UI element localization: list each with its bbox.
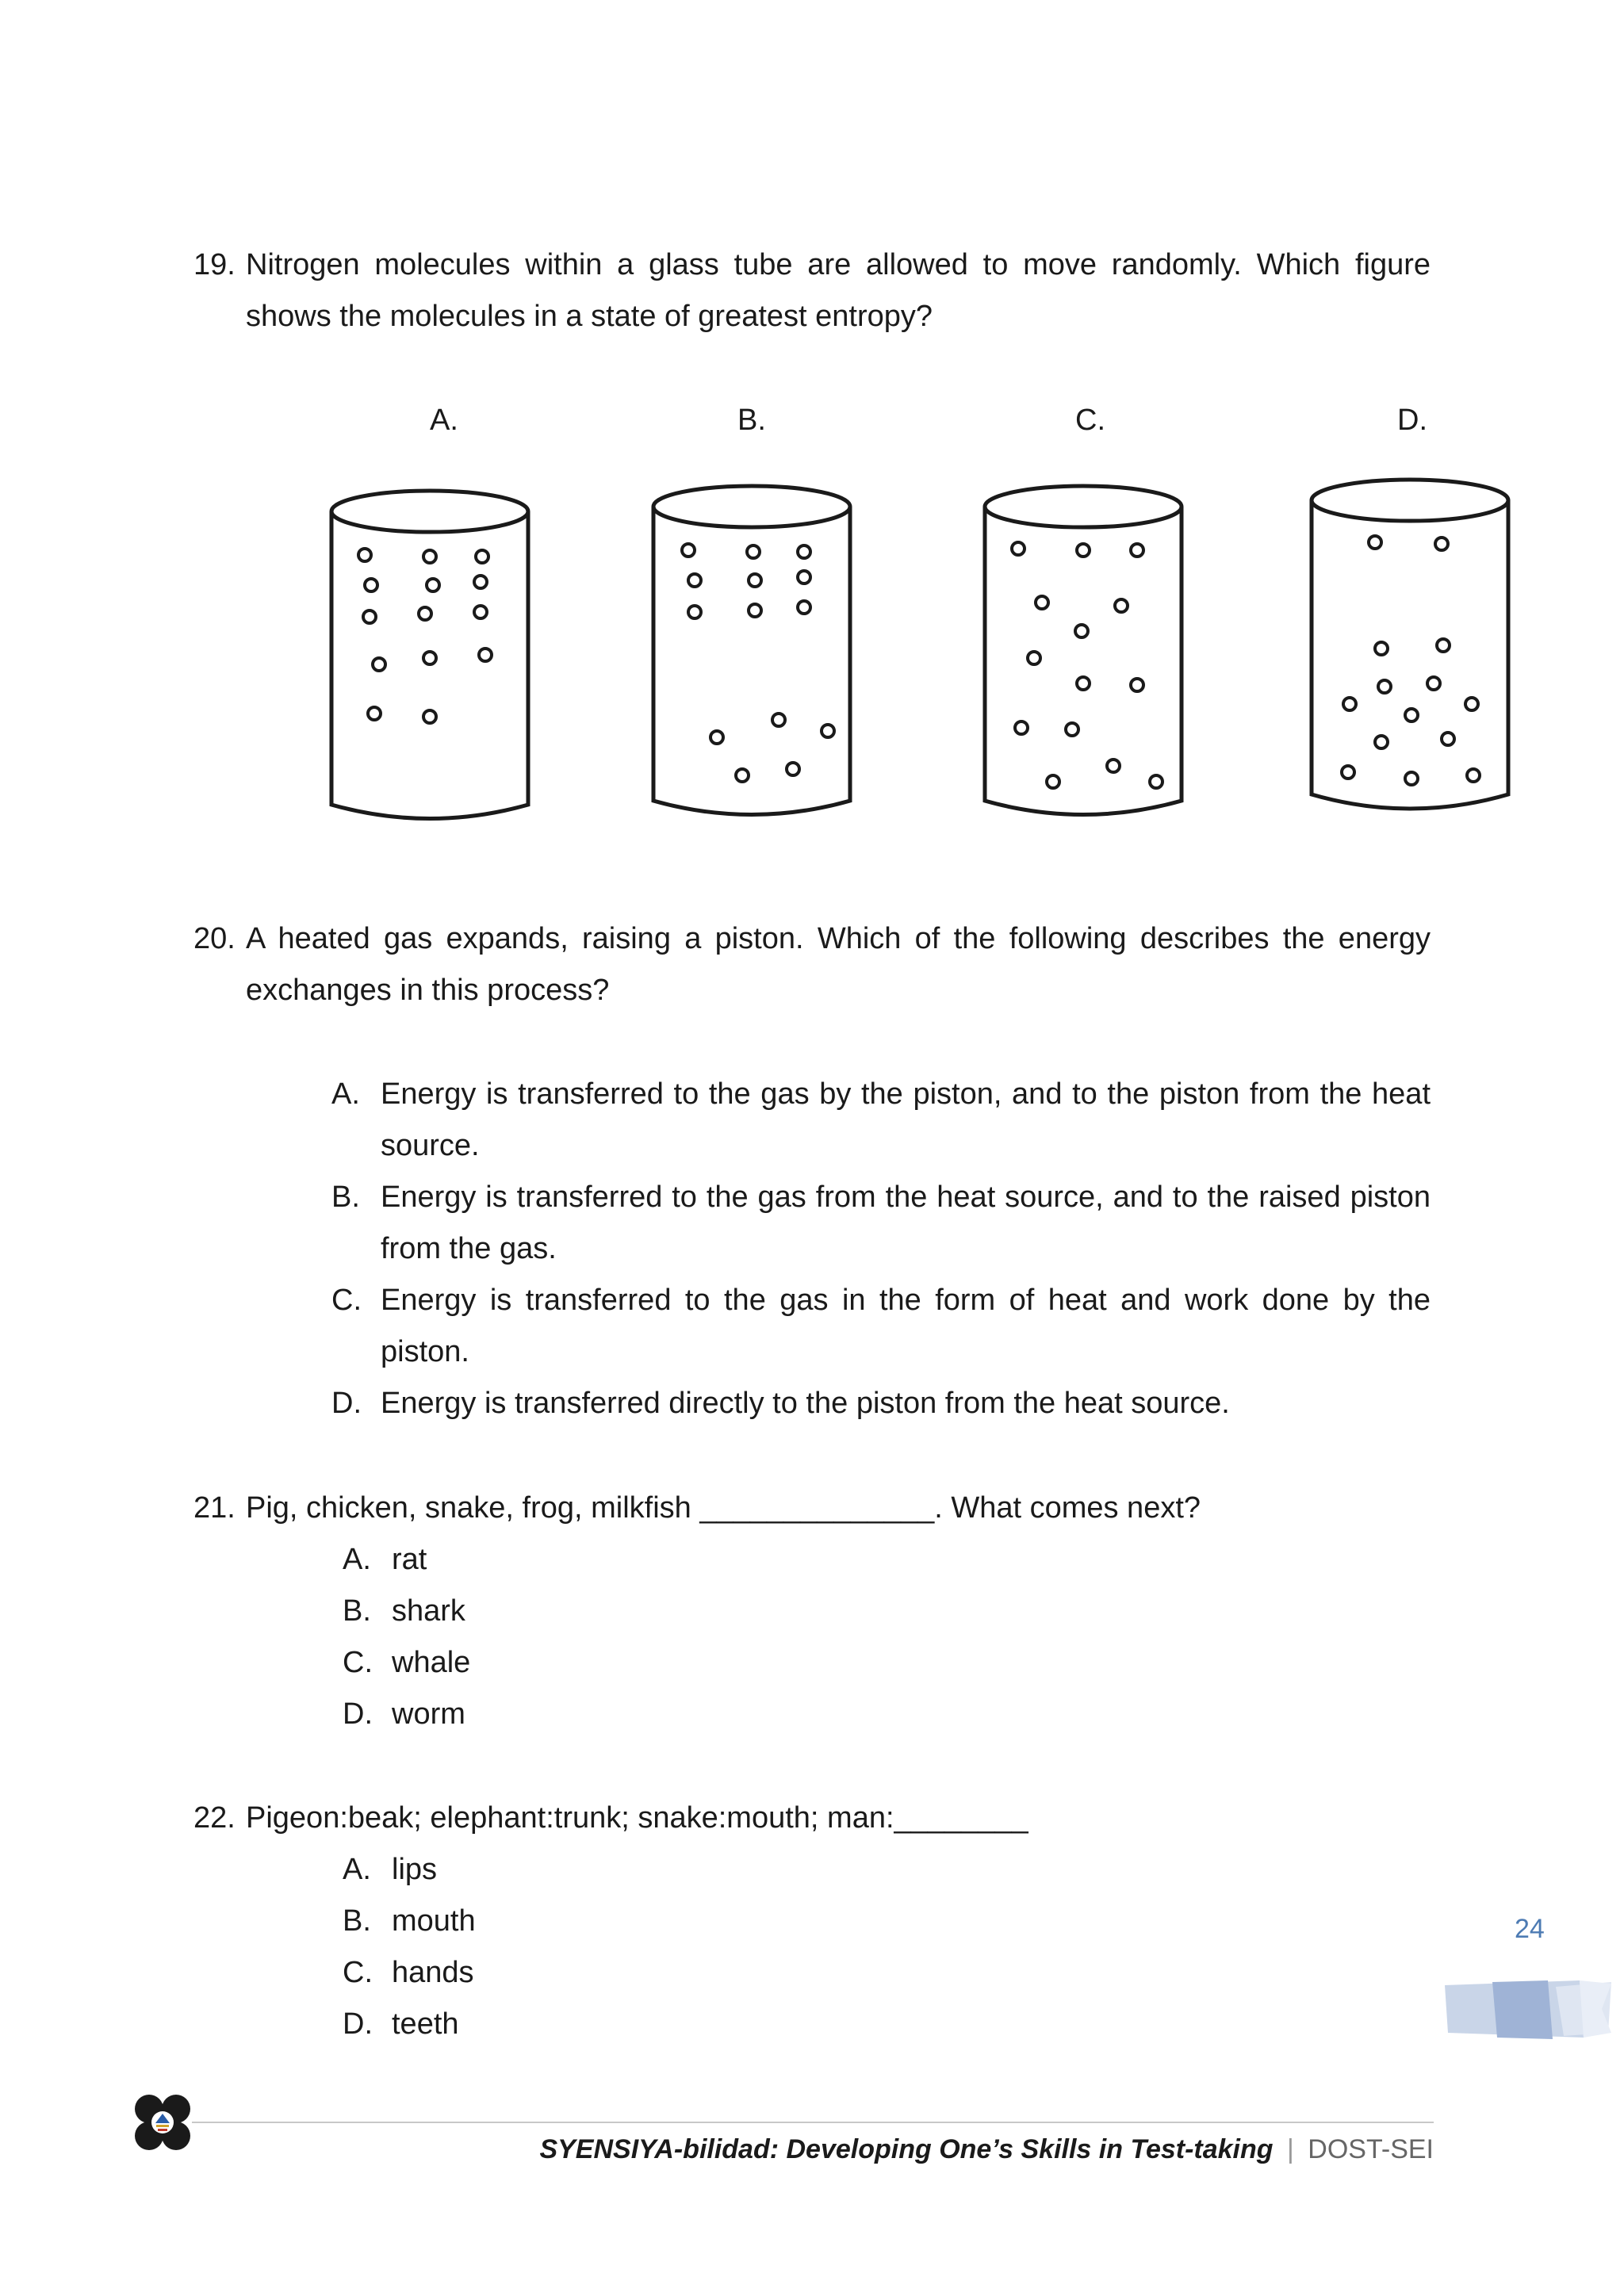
question-number: 21. [193, 1491, 236, 1525]
option-text: Energy is transferred to the gas in the form of heat and work done by the piston. [381, 1284, 1431, 1368]
option-text: Energy is transferred to the gas from the heat source, and to the raised piston from the gas. [381, 1181, 1431, 1265]
figure-label-d: D. [1397, 404, 1427, 437]
option-text: Energy is transferred to the gas by the piston, and to the piston from the heat source. [381, 1077, 1431, 1162]
question-19 [193, 239, 1431, 342]
option-text: teeth [392, 2007, 459, 2041]
option-text: lips [392, 1853, 438, 1886]
question-21-options [343, 1534, 818, 1740]
figure-label-b: B. [737, 404, 766, 437]
tube-b [653, 486, 850, 815]
option-letter: D. [343, 1697, 373, 1731]
option-text: mouth [392, 1904, 476, 1938]
figure-label-a: A. [430, 404, 458, 437]
question-stem: Pig, chicken, snake, frog, milkfish ______________. What comes next? [246, 1491, 1201, 1525]
option-text: rat [392, 1543, 427, 1576]
option-a [331, 1069, 1431, 1172]
footer-organization: DOST-SEI [1308, 2134, 1434, 2164]
option-d [343, 1999, 818, 2050]
option-letter: A. [343, 1853, 371, 1886]
option-a [343, 1534, 818, 1586]
tube-c [985, 486, 1182, 815]
question-20 [193, 913, 1431, 1016]
option-letter: A. [343, 1543, 371, 1576]
question-21 [193, 1483, 1431, 1534]
question-number: 20. [193, 922, 236, 955]
footer [539, 2130, 1434, 2169]
option-d [343, 1689, 818, 1740]
option-letter: C. [331, 1284, 362, 1317]
tube-a [331, 491, 528, 819]
option-a [343, 1844, 818, 1896]
option-c [331, 1275, 1431, 1378]
option-text: hands [392, 1956, 474, 1989]
option-letter: B. [331, 1181, 360, 1214]
figure-label-c: C. [1075, 404, 1105, 437]
ribbon-decoration-icon [1445, 1977, 1611, 2041]
option-text: Energy is transferred directly to the piston from the heat source. [381, 1387, 1230, 1420]
question-number: 22. [193, 1801, 236, 1835]
question-stem: Nitrogen molecules within a glass tube are allowed to move randomly. Which figure shows the molecules in a state of greatest entropy? [246, 248, 1431, 333]
question-stem: Pigeon:beak; elephant:trunk; snake:mouth; man:________ [246, 1801, 1028, 1835]
question-22-options [343, 1844, 818, 2050]
footer-separator: | [1287, 2134, 1294, 2164]
option-text: shark [392, 1594, 465, 1628]
question-stem: A heated gas expands, raising a piston. Which of the following describes the energy exchanges in this process? [246, 922, 1431, 1007]
option-b [343, 1586, 818, 1637]
glass-tube-figures [317, 468, 1522, 832]
option-letter: C. [343, 1646, 373, 1679]
option-letter: A. [331, 1077, 360, 1111]
option-text: whale [392, 1646, 471, 1679]
dost-logo-icon [133, 2093, 192, 2152]
tube-d [1312, 480, 1508, 809]
tubes-illustration [317, 468, 1522, 832]
option-c [343, 1947, 818, 1999]
footer-series-title: SYENSIYA-bilidad: Developing One’s Skills in Test-taking [539, 2134, 1274, 2164]
option-letter: D. [331, 1387, 362, 1420]
option-b [331, 1172, 1431, 1275]
option-letter: B. [343, 1594, 371, 1628]
option-text: worm [392, 1697, 465, 1731]
question-22 [193, 1793, 1431, 1844]
option-letter: C. [343, 1956, 373, 1989]
option-d [331, 1378, 1431, 1429]
page-number: 24 [1515, 1914, 1545, 1944]
option-b [343, 1896, 818, 1947]
option-c [343, 1637, 818, 1689]
question-20-options [331, 1069, 1431, 1429]
footer-rule [192, 2122, 1434, 2123]
option-letter: D. [343, 2007, 373, 2041]
question-number: 19. [193, 248, 236, 281]
option-letter: B. [343, 1904, 371, 1938]
